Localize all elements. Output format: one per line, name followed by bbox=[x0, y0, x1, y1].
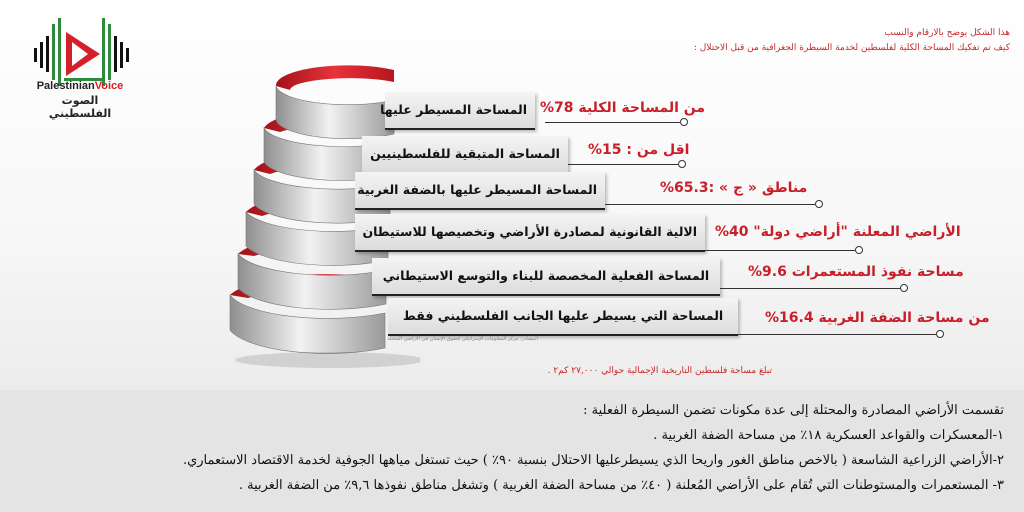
leader-dot bbox=[936, 330, 944, 338]
leader-line bbox=[720, 288, 900, 289]
row-label: المساحة التي يسيطر عليها الجانب الفلسطيني فقط bbox=[388, 298, 738, 336]
leader-dot bbox=[678, 160, 686, 168]
leader-dot bbox=[680, 118, 688, 126]
logo-text-arabic: الصوت الفلسطيني bbox=[48, 94, 112, 120]
footnote: تبلغ مساحة فلسطين التاريخية الإجمالية حوالي ٢٧,٠٠٠ كم٢ . bbox=[547, 366, 772, 376]
leader-dot bbox=[855, 246, 863, 254]
row-label: المساحة المسيطر عليها بالضفة الغربية bbox=[355, 172, 605, 210]
intro-line-1: هذا الشكل يوضح بالارقام والنسب bbox=[884, 28, 1010, 38]
row-value: من المساحة الكلية 78% bbox=[540, 100, 706, 116]
leader-line bbox=[545, 122, 680, 123]
bottom-intro: تقسمت الأراضي المصادرة والمحتلة إلى عدة مكونات تضمن السيطرة الفعلية : bbox=[583, 403, 1004, 418]
row-value: مناطق « ج » :65.3% bbox=[660, 180, 808, 196]
row-value: اقل من : 15% bbox=[588, 142, 690, 158]
row-value: من مساحة الضفة الغربية 16.4% bbox=[765, 310, 990, 326]
leader-dot bbox=[900, 284, 908, 292]
leader-line bbox=[568, 164, 678, 165]
leader-dot bbox=[815, 200, 823, 208]
leader-line bbox=[738, 334, 936, 335]
row-value: الأراضي المعلنة "أراضي دولة" 40% bbox=[715, 224, 961, 240]
row-label: المساحة المتبقية للفلسطينيين bbox=[362, 136, 568, 174]
bottom-description bbox=[14, 398, 1004, 498]
row-value: مساحة نفوذ المستعمرات 9.6% bbox=[748, 264, 964, 280]
intro-line-2: كيف تم تفكيك المساحة الكلية لفلسطين لخدمة السيطرة الجغرافية من قبل الاحتلال : bbox=[693, 43, 1010, 53]
leader-line bbox=[705, 250, 855, 251]
bottom-item-3: ٣- المستعمرات والمستوطنات التي تُقام على الأراضي المُعلنة ( ٤٠٪ من مساحة الضفة الغربية ) وتشغل مناطق نفوذها ٩,٦٪ من الضفة الغربية . bbox=[238, 478, 1004, 493]
row-label: المساحة المسيطر عليها bbox=[385, 92, 535, 130]
intro-text bbox=[590, 26, 1010, 56]
row-label: المساحة الفعلية المخصصة للبناء والتوسع الاستيطاني bbox=[372, 258, 720, 296]
logo-text-english: PalestinianVoice bbox=[36, 80, 124, 92]
row-label: الالية القانونية لمصادرة الأراضي وتخصيصها للاستيطان bbox=[355, 214, 705, 252]
source-note: المصادر: مركز المعلومات الإسرائيلي لحقوق الإنسان في الأراضي المحتلة bbox=[387, 336, 538, 342]
leader-line bbox=[605, 204, 815, 205]
bottom-item-2: ٢-الأراضي الزراعية الشاسعة ( بالاخص مناطق الغور واريحا الذي يسيطرعليها الاحتلال بنسبة ٩٠٪ ) حيث تستغل مياهها الجوفية لخدمة الاقتصاد الاستعماري. bbox=[182, 453, 1004, 468]
bottom-item-1: ١-المعسكرات والقواعد العسكرية ١٨٪ من مساحة الضفة الغربية . bbox=[653, 428, 1004, 443]
